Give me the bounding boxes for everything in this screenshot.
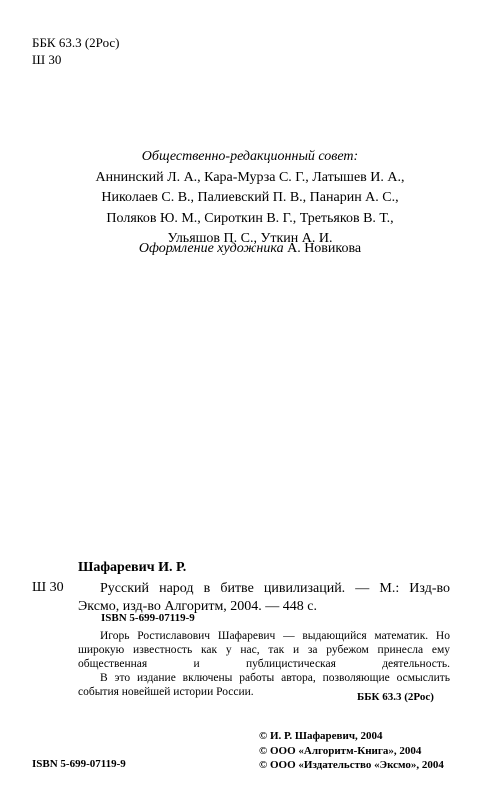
- bibliographic-code: Ш 30: [32, 580, 64, 595]
- editorial-board-line: Поляков Ю. М., Сироткин В. Г., Третьяков В. Т.,: [106, 210, 394, 226]
- bibliographic-isbn: ISBN 5-699-07119-9: [101, 612, 195, 624]
- copyright-line: © ООО «Алгоритм-Книга», 2004: [259, 744, 422, 757]
- editorial-board-line: Ульяшов П. С., Уткин А. И.: [167, 231, 333, 246]
- editorial-board-line: Аннинский Л. А., Кара-Мурза С. Г., Латышев И. А.,: [95, 169, 405, 185]
- design-artist: А. Новикова: [287, 241, 362, 256]
- author-mark: Ш 30: [32, 52, 62, 67]
- annotation-paragraph: Игорь Ростиславович Шафаревич — выдающийся математик. Но широкую известность как у нас, так и за рубежом принесла ему общественная и публицистическая деятельность.: [78, 630, 450, 670]
- copyright-block: [259, 729, 444, 773]
- copyright-line: © ООО «Издательство «Эксмо», 2004: [259, 759, 444, 771]
- annotation-paragraph: В это издание включены работы автора, позволяющие осмыслить события новейшей истории России.: [78, 672, 450, 698]
- bibliographic-line: Эксмо, изд-во Алгоритм, 2004. — 448 с.: [78, 599, 318, 614]
- bibliographic-author: Шафаревич И. Р.: [78, 560, 187, 575]
- isbn-bottom: ISBN 5-699-07119-9: [32, 758, 126, 770]
- bbk-classification-bottom: ББК 63.3 (2Рос): [357, 691, 434, 703]
- bibliographic-description: [78, 580, 450, 616]
- bbk-classification-top: [32, 34, 120, 68]
- annotation: [78, 629, 450, 699]
- copyright-line: © И. Р. Шафаревич, 2004: [259, 730, 383, 742]
- design-label: Оформление художника: [138, 241, 284, 256]
- editorial-board-line: Николаев С. В., Палиевский П. В., Панарин А. С.,: [101, 190, 399, 205]
- editorial-board: [40, 147, 460, 250]
- design-credit: [40, 241, 460, 257]
- bibliographic-line: Русский народ в битве цивилизаций. — М.: Изд-во: [100, 581, 450, 596]
- bbk-code: ББК 63.3 (2Рос): [32, 35, 120, 50]
- editorial-board-title: Общественно-редакционный совет:: [141, 149, 359, 164]
